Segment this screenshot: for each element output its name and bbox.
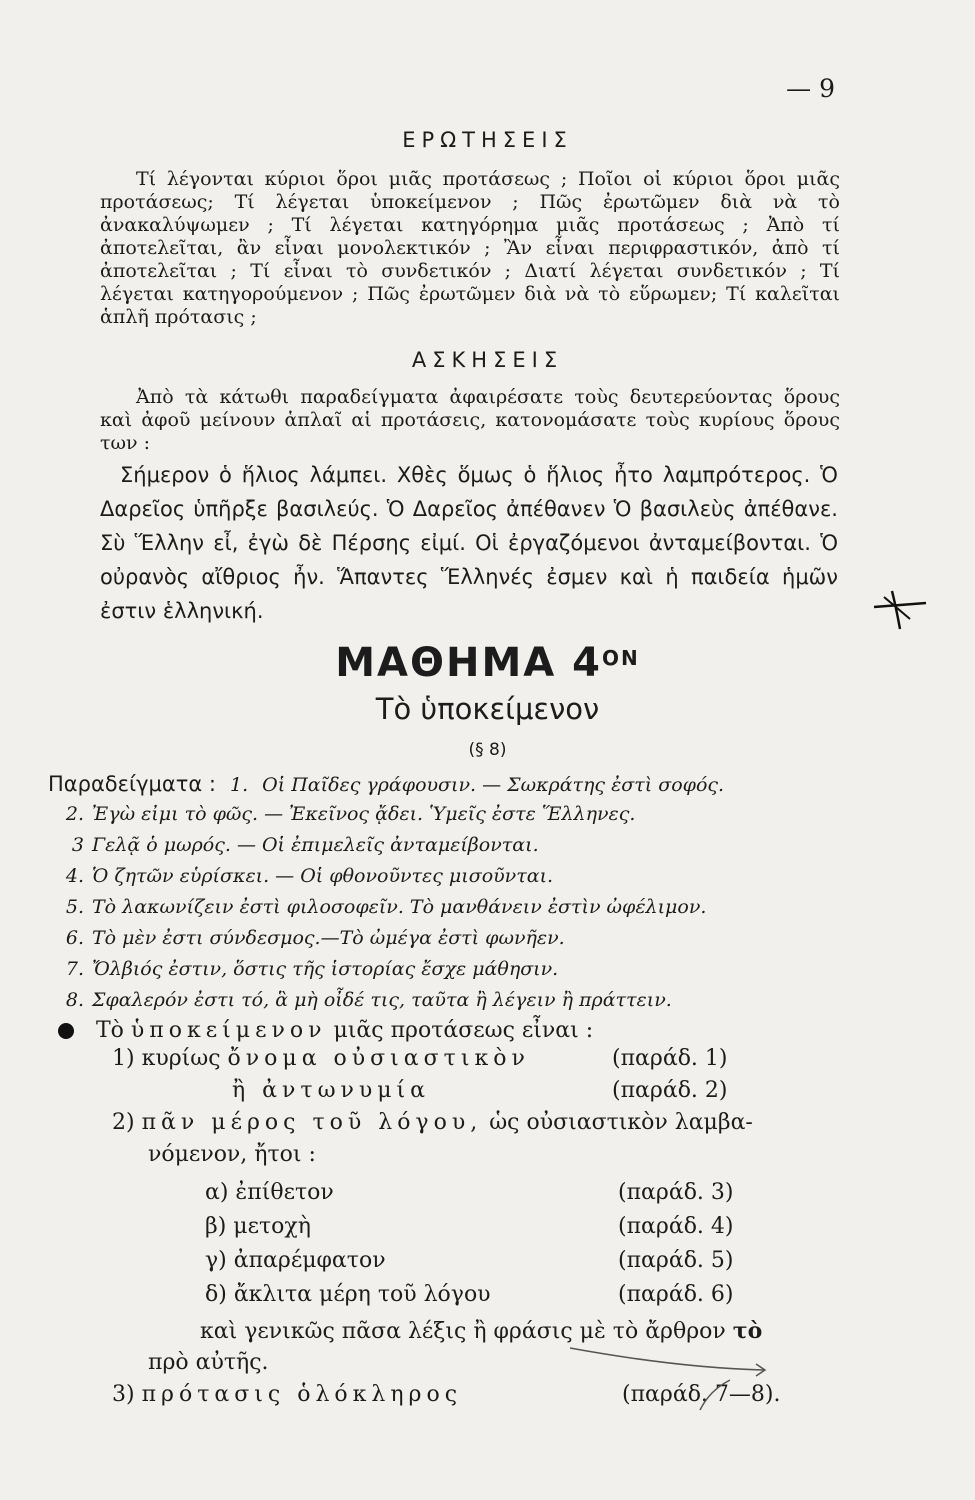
rule-2-rest: ὡς οὐσιαστικὸν λαμβα- [489, 1110, 753, 1135]
subitem-d: δ) ἄκλιτα μέρη τοῦ λόγου [205, 1282, 491, 1307]
questions-heading: ΕΡΩΤΗΣΕΙΣ [402, 128, 573, 152]
questions-text: Τί λέγονται κύριοι ὅροι μιᾶς προτάσεως ; Ποῖοι οἱ κύριοι ὅροι μιᾶς προτάσεως; Τί λέγεται ὑποκείμενον ; Πῶς ἐρωτῶμεν διὰ νὰ τὸ ἀνακαλύψωμεν ; Τί λέγεται κατηγόρημα μιᾶς προτάσεως ; Ἀπὸ τί ἀποτελεῖται, ἂν εἶναι μονολεκτικόν ; Ἂν εἶναι περιφραστικόν, ἀπὸ τί ἀποτελεῖται ; Τί εἶναι τὸ συνδετικόν ; Διατί λέγεται συνδετικόν ; Τί λέγεται κατηγορούμενον ; Πῶς ἐρωτῶμεν διὰ νὰ τὸ εὕρωμεν; Τί καλεῖται ἁπλῆ πρότασις ; [100, 168, 840, 328]
rule-1 [112, 1046, 912, 1071]
example-line-2 [48, 803, 848, 825]
rule-intro-spaced: ὑποκείμενον [130, 1018, 327, 1043]
rule-2-spaced: πᾶν μέρος τοῦ λόγου, [141, 1110, 483, 1135]
rule-intro-word: Τὸ [96, 1018, 124, 1043]
subitem-b-ref: (παράδ. 4) [618, 1214, 734, 1239]
rule-3-spaced: πρότασις ὁλόκληρος [141, 1382, 463, 1407]
rule-intro-rest: μιᾶς προτάσεως εἶναι : [333, 1018, 594, 1043]
example-num: 5. [65, 896, 84, 918]
example-text: Γελᾷ ὁ μωρός. — Οἱ ἐπιμελεῖς ἀνταμείβονται. [92, 834, 539, 856]
subitem-a-ref: (παράδ. 3) [618, 1180, 734, 1205]
example-text: Ὁ ζητῶν εὑρίσκει. — Οἱ φθονοῦντες μισοῦνται. [92, 865, 554, 887]
general-line-text: καὶ γενικῶς πᾶσα λέξις ἢ φράσις μὲ τὸ ἄρθρον [200, 1319, 726, 1344]
example-num: 6. [65, 927, 84, 949]
rule-3 [112, 1382, 912, 1407]
exercise-text: Σήμερον ὁ ἥλιος λάμπει. Χθὲς ὅμως ὁ ἥλιος ἦτο λαμπρότερος. Ὁ Δαρεῖος ὑπῆρξε βασιλεύς. Ὁ Δαρεῖος ἀπέθανεν Ὁ βασιλεὺς ἀπέθανε. Σὺ Ἕλλην εἶ, ἐγὼ δὲ Πέρσης εἰμί. Οἱ ἐργαζόμενοι ἀνταμείβονται. Ὁ οὐρανὸς αἴθριος ἦν. Ἅπαντες Ἕλληνές ἐσμεν καὶ ἡ παιδεία ἡμῶν ἐστιν ἑλληνική. [100, 463, 838, 623]
rule-1-ref: (παράδ. 1) [612, 1046, 728, 1071]
example-num: 2. [65, 803, 84, 825]
example-line-8 [48, 989, 848, 1011]
exercises-heading: ΑΣΚΗΣΕΙΣ [411, 348, 564, 372]
example-num: 3 [71, 834, 84, 856]
rule-1-prefix: 1) κυρίως [112, 1046, 221, 1071]
example-line-1 [48, 772, 848, 796]
lesson-title-text: ΜΑΘΗΜΑ 4 [335, 640, 602, 686]
example-num: 1. [229, 774, 249, 796]
example-line-5 [48, 896, 848, 918]
rule-2-prefix: 2) [112, 1110, 135, 1135]
examples-label: Παραδείγματα : [48, 772, 216, 796]
lesson-title [0, 640, 975, 686]
subitem-a: α) ἐπίθετον [205, 1180, 334, 1205]
exercises-instruction-block [100, 386, 840, 455]
rule-1-spaced: ὄνομα οὐσιαστικὸν [227, 1046, 530, 1071]
lesson-title-sup: ΟΝ [602, 646, 640, 670]
example-num: 8. [65, 989, 84, 1011]
subitem-c-ref: (παράδ. 5) [618, 1248, 734, 1273]
subitem-d-ref: (παράδ. 6) [618, 1282, 734, 1307]
subitem-b: β) μετοχὴ [205, 1214, 311, 1239]
example-num: 4. [65, 865, 84, 887]
bullet-icon [58, 1023, 74, 1039]
rule-intro [58, 1018, 858, 1043]
example-line-3 [48, 834, 848, 856]
section-ref: (§ 8) [468, 740, 507, 760]
rule-1b-spaced: ἢ ἀντωνυμία [232, 1078, 431, 1103]
exercise-text-block [100, 458, 838, 628]
example-text: Τὸ μὲν ἐστι σύνδεσμος.—Τὸ ὠμέγα ἐστὶ φωνῆεν. [92, 927, 565, 949]
example-line-4 [48, 865, 848, 887]
handwritten-mark-icon [870, 585, 930, 635]
example-line-7 [48, 958, 848, 980]
example-text: Τὸ λακωνίζειν ἐστὶ φιλοσοφεῖν. Τὸ μανθάνειν ἐστὶν ὠφέλιμον. [92, 896, 707, 918]
questions-paragraph [100, 168, 840, 329]
general-cont: πρὸ αὐτῆς. [148, 1350, 269, 1375]
lesson-subtitle: Τὸ ὑποκείμενον [375, 692, 600, 726]
page-number: — 9 [786, 74, 835, 103]
rule-3-ref: (παράδ. 7—8). [622, 1382, 781, 1407]
rule-1b [232, 1078, 975, 1103]
example-text: Σφαλερόν ἐστι τό, ἃ μὴ οἶδέ τις, ταῦτα ἢ λέγειν ἢ πράττειν. [92, 989, 672, 1011]
rule-2 [112, 1110, 912, 1135]
exercises-instruction: Ἀπὸ τὰ κάτωθι παραδείγματα ἀφαιρέσατε τοὺς δευτερεύοντας ὅρους καὶ ἀφοῦ μείνουν ἁπλαῖ αἱ προτάσεις, κατονομάσατε τοὺς κυρίους ὅρους των : [100, 386, 840, 454]
example-text: Ἐγὼ εἰμι τὸ φῶς. — Ἐκεῖνος ᾄδει. Ὑμεῖς ἐστε Ἕλληνες. [92, 803, 636, 825]
example-num: 7. [65, 958, 84, 980]
pencil-arrow-icon [560, 1340, 780, 1430]
subitem-c: γ) ἀπαρέμφατον [205, 1248, 386, 1273]
rule-1b-ref: (παράδ. 2) [612, 1078, 728, 1103]
example-line-6 [48, 927, 848, 949]
general-line-bold: τὸ [732, 1318, 763, 1344]
example-text: Ὄλβιός ἐστιν, ὅστις τῆς ἱστορίας ἔσχε μάθησιν. [92, 958, 559, 980]
rule-3-prefix: 3) [112, 1382, 135, 1407]
example-text: Οἱ Παῖδες γράφουσιν. — Σωκράτης ἐστὶ σοφός. [262, 774, 725, 796]
rule-2-cont: νόμενον, ἤτοι : [148, 1142, 316, 1167]
